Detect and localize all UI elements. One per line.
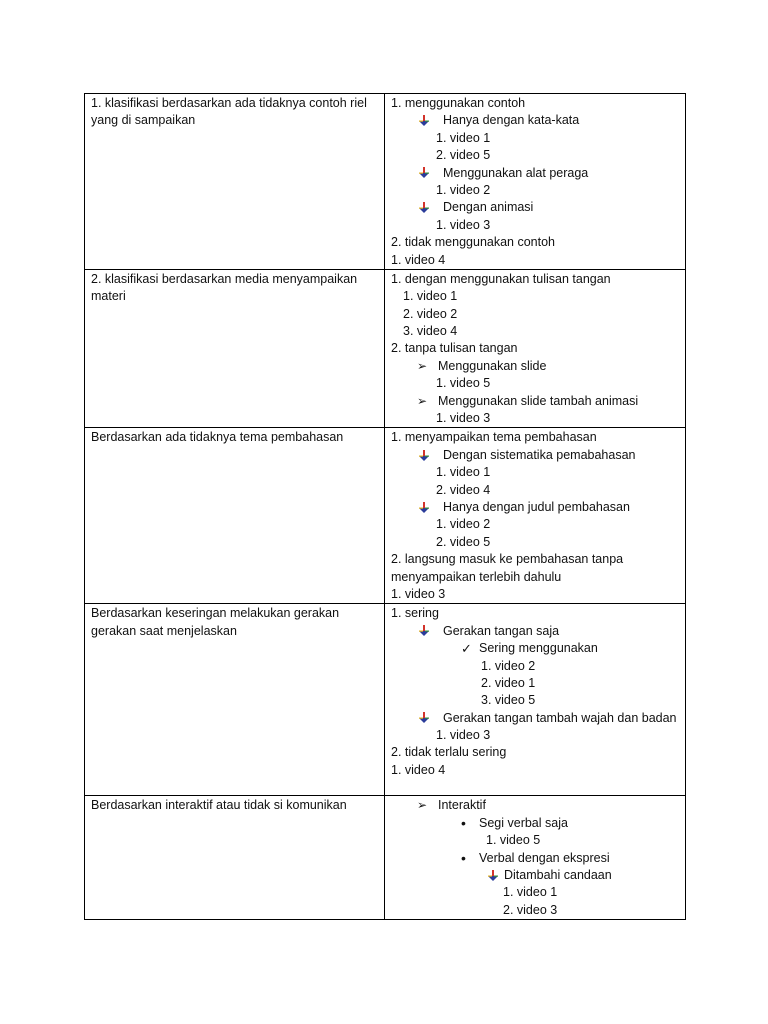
category-label: Berdasarkan keseringan melakukan gerakan gerakan saat menjelaskan <box>91 606 340 638</box>
list-item: 1. video 2 <box>436 182 491 197</box>
list-item: • Segi verbal saja <box>461 814 568 831</box>
arrow-icon <box>417 202 431 214</box>
list-item: 2. video 4 <box>436 482 491 497</box>
list-item: 2. tidak terlalu sering <box>391 745 507 760</box>
list-item: Ditambahi candaan <box>391 867 679 884</box>
category-cell <box>85 94 385 270</box>
list-item: 2. video 1 <box>481 675 536 690</box>
list-item: 2. video 5 <box>436 148 491 163</box>
list-item: 2. langsung masuk ke pembahasan tanpa menyampaikan terlebih dahulu <box>391 552 624 584</box>
list-item: 1. sering <box>391 606 439 621</box>
category-cell <box>85 796 385 920</box>
list-item: 1. video 1 <box>436 465 491 480</box>
checkmark-icon: ✓ <box>461 641 472 657</box>
details-cell <box>385 269 686 428</box>
list-item: ✓ Sering menggunakan <box>461 641 598 657</box>
table-row <box>85 269 686 428</box>
arrowhead-bullet-icon: ➢ <box>417 798 428 813</box>
list-item: 1. menggunakan contoh <box>391 96 526 110</box>
category-cell <box>85 604 385 796</box>
table-row <box>85 94 686 270</box>
list-item: 1. video 1 <box>403 289 458 304</box>
list-item: ➢ Menggunakan slide <box>391 358 679 375</box>
list-item: 1. video 4 <box>391 762 446 777</box>
list-item: 1. video 3 <box>436 728 491 743</box>
list-item: 1. video 1 <box>503 885 558 900</box>
list-item: 1. menyampaikan tema pembahasan <box>391 430 597 445</box>
list-item: 1. video 1 <box>436 130 491 145</box>
list-item: 1. video 4 <box>391 252 446 267</box>
details-cell <box>385 796 686 920</box>
table-row <box>85 796 686 920</box>
arrowhead-bullet-icon: ➢ <box>417 393 428 408</box>
category-label: 1. klasifikasi berdasarkan ada tidaknya contoh riel yang di sampaikan <box>91 96 367 128</box>
arrowhead-bullet-icon: ➢ <box>417 358 428 373</box>
list-item: 1. video 3 <box>436 217 491 232</box>
list-item: 2. tidak menggunakan contoh <box>391 235 556 250</box>
arrow-icon <box>417 502 431 514</box>
list-item: • Verbal dengan ekspresi <box>461 849 610 866</box>
arrow-icon <box>417 115 431 127</box>
list-item: 1. video 2 <box>436 517 491 532</box>
bullet-icon: • <box>461 849 466 866</box>
list-item: 1. video 3 <box>391 586 446 601</box>
list-item: ➢ Menggunakan slide tambah animasi <box>391 393 679 410</box>
list-item: 2. video 5 <box>436 534 491 549</box>
arrow-icon <box>417 450 431 462</box>
list-item: 1. video 2 <box>481 658 536 673</box>
category-label: 2. klasifikasi berdasarkan media menyampaikan materi <box>91 271 358 304</box>
list-item: 1. dengan menggunakan tulisan tangan <box>391 271 611 286</box>
arrow-icon <box>417 167 431 179</box>
list-item: 2. tanpa tulisan tangan <box>391 341 518 356</box>
list-item: Gerakan tangan saja <box>391 623 679 640</box>
category-cell <box>85 428 385 604</box>
classification-table <box>84 93 686 920</box>
list-item: ➢ Interaktif <box>391 797 679 814</box>
list-item: Dengan sistematika pemabahasan <box>391 447 679 464</box>
category-cell <box>85 269 385 428</box>
category-label: Berdasarkan ada tidaknya tema pembahasan <box>91 430 344 445</box>
list-item: Hanya dengan kata-kata <box>391 112 679 129</box>
list-item: 1. video 5 <box>486 833 541 848</box>
list-item: Gerakan tangan tambah wajah dan badan <box>391 710 679 727</box>
list-item: 1. video 3 <box>436 411 491 426</box>
arrow-icon <box>417 625 431 637</box>
details-cell <box>385 428 686 604</box>
arrow-icon <box>486 870 500 882</box>
details-cell <box>385 604 686 796</box>
arrow-icon <box>417 712 431 724</box>
list-item: 2. video 2 <box>403 306 458 321</box>
details-cell <box>385 94 686 270</box>
list-item: 3. video 5 <box>481 693 536 708</box>
list-item: 2. video 3 <box>503 902 558 917</box>
list-item: 1. video 5 <box>436 376 491 391</box>
list-item: Hanya dengan judul pembahasan <box>391 499 679 516</box>
list-item: Dengan animasi <box>391 199 679 216</box>
table-row <box>85 604 686 796</box>
list-item: 3. video 4 <box>403 324 458 339</box>
bullet-icon: • <box>461 814 466 831</box>
list-item: Menggunakan alat peraga <box>391 165 679 182</box>
table-row <box>85 428 686 604</box>
category-label: Berdasarkan interaktif atau tidak si komunikan <box>91 798 347 813</box>
